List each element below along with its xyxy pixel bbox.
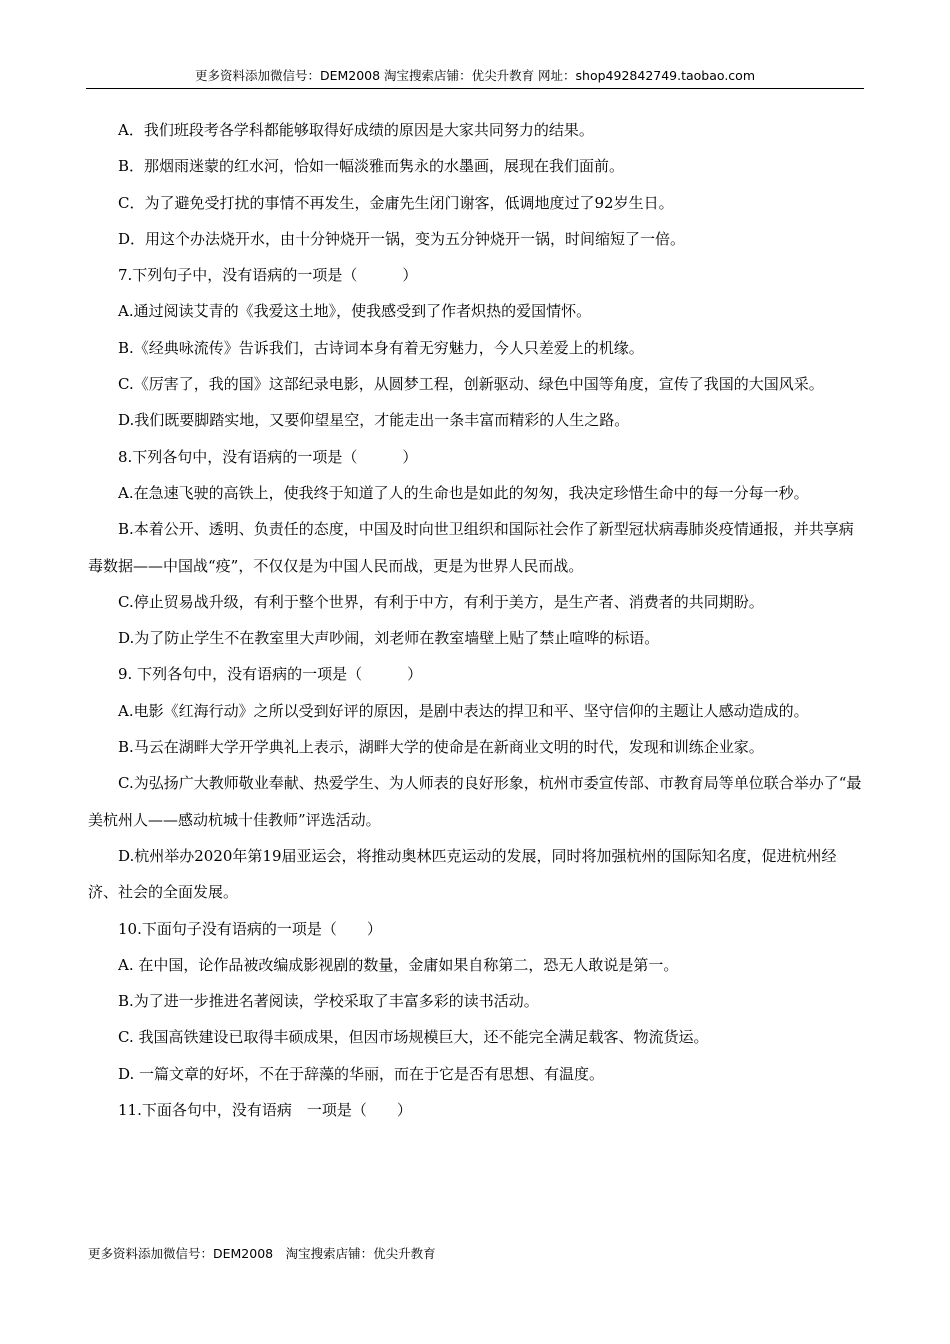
question-title: 7.下列句子中，没有语病的一项是（ ）: [118, 266, 418, 285]
text-line: B．那烟雨迷蒙的红水河，恰如一幅淡雅而隽永的水墨画，展现在我们面前。: [118, 157, 625, 176]
text-line: D.我们既要脚踏实地，又要仰望星空，才能走出一条丰富而精彩的人生之路。: [118, 411, 630, 430]
page-footer: 更多资料添加微信号：DEM2008 淘宝搜索店铺：优尖升教育: [88, 1246, 436, 1261]
text-line: C．为了避免受打扰的事情不再发生，金庸先生闭门谢客，低调地度过了92岁生日。: [118, 193, 674, 212]
question-title: 10.下面句子没有语病的一项是（ ）: [118, 919, 382, 938]
text-line: C. 我国高铁建设已取得丰硕成果，但因市场规模巨大，还不能完全满足载客、物流货运。: [118, 1028, 709, 1047]
text-line: A.通过阅读艾青的《我爱这土地》，使我感受到了作者炽热的爱国情怀。: [118, 302, 592, 321]
text-line: A. 在中国，论作品被改编成影视剧的数量，金庸如果自称第二，恐无人敢说是第一。: [118, 955, 679, 974]
text-line: B.马云在湖畔大学开学典礼上表示，湖畔大学的使命是在新商业文明的时代，发现和训练企业家。: [118, 738, 764, 757]
question-title: 11.下面各句中，没有语病 一项是（ ）: [118, 1101, 412, 1120]
question-title: 8.下列各句中，没有语病的一项是（ ）: [118, 447, 418, 466]
text-line: D. 一篇文章的好坏，不在于辞藻的华丽，而在于它是否有思想、有温度。: [118, 1064, 605, 1083]
document-body: [88, 112, 864, 1128]
text-line: C.为弘扬广大教师敬业奉献、热爱学生、为人师表的良好形象，杭州市委宣传部、市教育局等单位联合举办了“最美杭州人——感动杭城十佳教师”评选活动。: [88, 774, 862, 829]
text-line: D.为了防止学生不在教室里大声吵闹，刘老师在教室墙壁上贴了禁止喧哗的标语。: [118, 629, 660, 648]
text-line: D.杭州举办2020年第19届亚运会，将推动奥林匹克运动的发展，同时将加强杭州的国际知名度，促进杭州经济、社会的全面发展。: [88, 846, 837, 902]
text-line: B.为了进一步推进名著阅读，学校采取了丰富多彩的读书活动。: [118, 992, 539, 1011]
header-divider: [86, 88, 864, 89]
question-title: 9. 下列各句中，没有语病的一项是（ ）: [118, 665, 423, 684]
text-line: A.电影《红海行动》之所以受到好评的原因，是剧中表达的捍卫和平、坚守信仰的主题让人感动造成的。: [118, 701, 809, 720]
text-line: B.《经典咏流传》告诉我们，古诗词本身有着无穷魅力，今人只差爱上的机缘。: [118, 338, 644, 357]
page-header: 更多资料添加微信号：DEM2008 淘宝搜索店铺：优尖升教育 网址：shop492842749.taobao.com: [194, 68, 756, 83]
text-line: D．用这个办法烧开水，由十分钟烧开一锅，变为五分钟烧开一锅，时间缩短了一倍。: [118, 229, 686, 248]
text-line: B.本着公开、透明、负责任的态度，中国及时向世卫组织和国际社会作了新型冠状病毒肺炎疫情通报，并共享病毒数据——中国战“疫”，不仅仅是为中国人民而战，更是为世界人民而战。: [88, 520, 854, 575]
text-line: C.《厉害了，我的国》这部纪录电影，从圆梦工程，创新驱动、绿色中国等角度，宣传了我国的大国风采。: [118, 375, 824, 394]
text-line: A．我们班段考各学科都能够取得好成绩的原因是大家共同努力的结果。: [118, 121, 594, 139]
text-line: A.在急速飞驶的高铁上，使我终于知道了人的生命也是如此的匆匆，我决定珍惜生命中的每一分每一秒。: [118, 483, 809, 502]
text-line: C.停止贸易战升级，有利于整个世界，有利于中方，有利于美方，是生产者、消费者的共同期盼。: [118, 592, 764, 611]
